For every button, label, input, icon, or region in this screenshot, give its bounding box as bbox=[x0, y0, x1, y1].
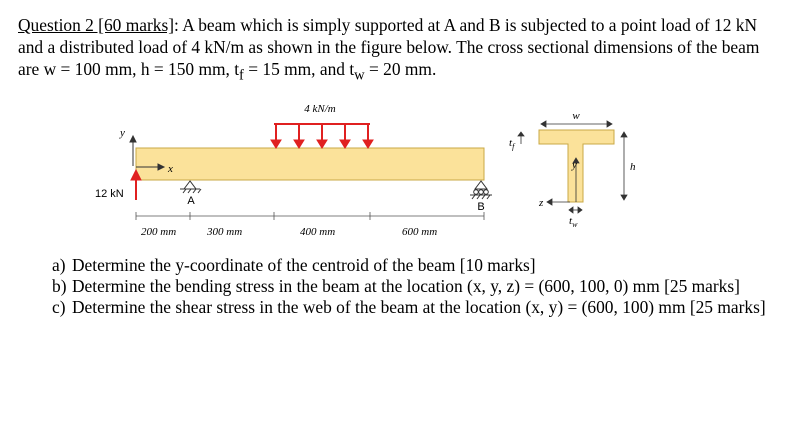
section-tf-sub: f bbox=[512, 142, 515, 151]
part-c-text: Determine the shear stress in the web of the beam at the location (x, y) = (600, 100) mm [25 marks] bbox=[72, 297, 766, 317]
support-a-label: A bbox=[187, 195, 195, 207]
axis-y-label: y bbox=[120, 127, 125, 139]
part-b-text: Determine the bending stress in the beam at the location (x, y, z) = (600, 100, 0) mm [25 marks] bbox=[72, 276, 740, 296]
point-load-label: 12 kN bbox=[95, 188, 124, 200]
section-z-label: z bbox=[539, 197, 544, 209]
section-tw-sub: w bbox=[572, 220, 578, 229]
axis-x-label: x bbox=[168, 163, 173, 175]
part-b-letter: b) bbox=[52, 276, 67, 296]
part-a-letter: a) bbox=[52, 255, 66, 275]
dimension-label-4: 600 mm bbox=[402, 226, 438, 238]
tf-value: = 15 mm, and t bbox=[243, 59, 355, 79]
part-a bbox=[52, 255, 772, 276]
part-c-letter: c) bbox=[52, 297, 66, 317]
part-c bbox=[52, 297, 772, 318]
question-paragraph: Question 2 [60 marks]: A beam which is simply supported at A and B is subjected to a point load of 12 kN and a distributed load of 4 kN/m as shown in the figure below. The cross sectional dimensions of the beam are w = 100 mm, h = 150 mm, $t_f = 15$ mm, and $t_w = 20$ mm. bbox=[18, 15, 760, 84]
beam-body bbox=[136, 148, 484, 180]
distributed-load-label: 4 kN/m bbox=[304, 103, 336, 115]
question-title: Question 2 [60 marks] bbox=[18, 15, 175, 35]
part-a-text: Determine the y-coordinate of the centroid of the beam [10 marks] bbox=[72, 255, 536, 275]
question-parts bbox=[52, 255, 772, 318]
dimension-label-2: 300 mm bbox=[207, 226, 243, 238]
tw-subscript: w bbox=[354, 67, 365, 84]
part-b bbox=[52, 276, 772, 297]
support-b bbox=[470, 181, 492, 199]
section-tw-main: t bbox=[569, 215, 573, 227]
question-intro: A beam which is simply supported at A and B is subjected to a point load of 12 kN and a distributed load of 4 kN/m as shown in the figure below. The cross sectional dimensions of the beam are w = 100 mm, h = 150 mm, t bbox=[18, 15, 760, 79]
section-y-label: y bbox=[572, 159, 577, 171]
section-h-label: h bbox=[630, 161, 636, 173]
section-w-label: w bbox=[572, 110, 580, 122]
section-tf-main: t bbox=[509, 137, 513, 149]
dimension-label-3: 400 mm bbox=[300, 226, 336, 238]
distributed-load-arrows bbox=[271, 124, 373, 148]
tf-subscript: f bbox=[239, 67, 244, 84]
dimension-label-1: 200 mm bbox=[141, 226, 177, 238]
support-b-label: B bbox=[477, 201, 485, 213]
section-tf-label bbox=[509, 137, 516, 151]
tw-value: = 20 mm. bbox=[364, 59, 437, 79]
section-tw-label bbox=[569, 215, 578, 229]
dimension-line bbox=[136, 212, 484, 220]
support-a bbox=[180, 181, 201, 193]
